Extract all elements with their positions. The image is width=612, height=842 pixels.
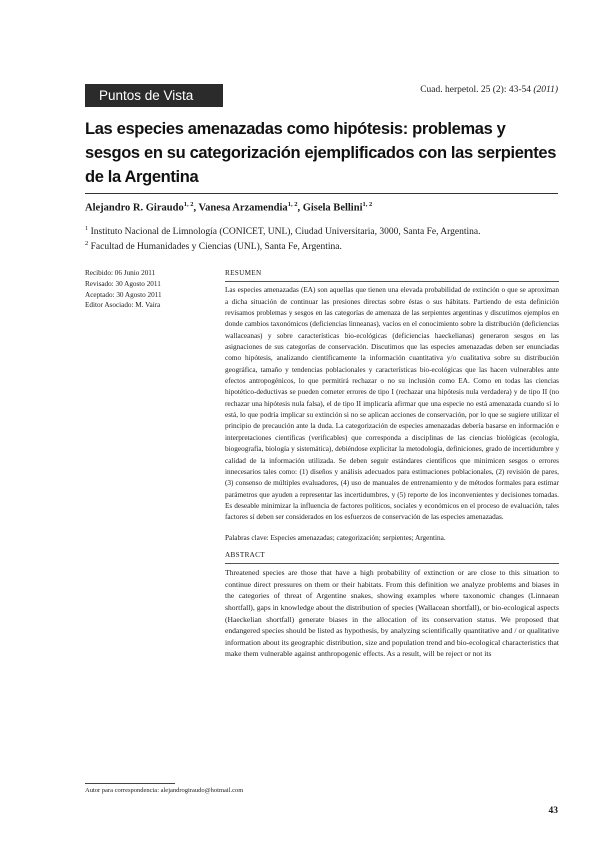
keywords-text: Especies amenazadas; categorización; serpientes; Argentina. [270, 533, 446, 542]
keywords-label: Palabras clave: [225, 533, 269, 542]
abstract-section [225, 550, 559, 660]
corresponding-author-footnote: Autor para correspondencia: alejandrogiraudo@hotmail.com [85, 787, 244, 794]
title-divider [85, 193, 558, 194]
resumen-rule [225, 281, 559, 282]
resumen-text: Las especies amenazadas (EA) son aquellas que tienen una elevada probabilidad de extinción o que se aproximan a dicha situación de continuar las presiones directas sobre éstas o sus hábitats. Partiendo de esta definición revisamos problemas y sesgos en las categorías de amenaza de las serpientes argentinas y discutimos ejemplos en donde cambios taxonómicos (deficiencias linneanas), vacíos en el conocimiento sobre la distribución (deficiencias wallaceanas) y sobre características bio-ecológicas (deficiencias haeckelianas) generaron sesgos en las asignaciones de sus categorías de conservación. Discutimos que las especies amenazadas deben ser enunciadas como hipótesis, analizando científicamente la información cuantitativa y/o cualitativa sobre su distribución geográfica, tamaño y tendencias poblacionales y características bio-ecológicas que las hacen vulnerables ante efectos antropogénicos, lo que permitirá rechazar o no su inclusión como EA. Como en todas las ciencias hipotético-deductivas se pueden cometer errores de tipo I (rechazar una hipótesis nula verdadera) y de tipo II (no rechazar una hipótesis nula falsa), el de tipo II implicaría afirmar que una especie no está amenazada cuando sí lo está, lo que podría implicar su extinción si no se aplican acciones de conservación, por lo que se sugiere utilizar el principio de precaución ante la duda. La categorización de especies amenazadas debería basarse en información e interpretaciones científicas (verificables) que corresponda a disciplinas de las ciencias biológicas (ecología, biogeografía, biología y sistemática), debiéndose explicitar la metodología, definiciones, grado de incertidumbre y calidad de la información utilizada. Se deben seguir estándares científicos que minimicen sesgos o errores innecesarios tales como: (1) diseños y análisis adecuados para estimaciones poblacionales, (2) revisión de pares, (3) consenso de múltiples evaluadores, (4) uso de manuales de entrenamiento y de métodos formales para estimar parámetros que ayuden a representar las incertidumbres, y (5) reporte de los inconvenientes y decisiones tomadas. Es deseable minimizar la influencia de factores políticos, sociales y económicos en el proceso de evaluación, tales factores sí deben ser considerados en los esfuerzos de conservación de las especies amenazadas. [225, 286, 559, 522]
article-dates [85, 268, 215, 311]
footnote-rule [85, 783, 175, 784]
affiliation-text: Instituto Nacional de Limnología (CONICET, UNL), Ciudad Universitaria, 3000, Santa Fe, Argentina. [90, 227, 481, 238]
affiliation-mark: 1 [85, 225, 89, 232]
author-affiliation-mark: 1, 2 [362, 201, 373, 208]
affiliation-mark: 2 [85, 240, 89, 247]
author-affiliation-mark: 1, 2 [183, 201, 194, 208]
affiliation-2 [85, 240, 342, 252]
citation-text: Cuad. herpetol. 25 (2): 43-54 [420, 85, 531, 95]
affiliation-1 [85, 225, 481, 237]
author-list: Alejandro R. Giraudo$^{1, 2}$, Vanesa Arzamendia$^{1, 2}$, Gisela Bellini$^{1, 2}$ [85, 201, 373, 214]
resumen-heading: RESUMEN [225, 269, 262, 277]
author-name: Vanesa Arzamendia [198, 202, 288, 214]
abstract-column [225, 268, 559, 660]
keywords [225, 533, 559, 544]
citation-year: (2011) [533, 85, 558, 95]
abstract-rule [225, 563, 559, 564]
abstract-text: Threatened species are those that have a high probability of extinction or are close to this situation to continue direct pressures on them or their habitats. From this definition we analyze problems and biases in the categories of threat of Argentine snakes, showing examples where taxonomic changes (Linnaean shortfall), gaps in knowledge about the distribution of species (Wallacean shortfall), or bio-ecological aspects (Haeckelian shortfall) generate biases in the allocation of its conservation status. We proposed that endangered species should be listed as hypothesis, by analyzing scientifically quantitative and / or qualitative information about its geographic distribution, size and population trend and bio-ecological characteristics that make them vulnerable against anthropogenic effects. As a result, will be reject or not its [225, 568, 559, 659]
abstract-heading: ABSTRACT [225, 550, 265, 559]
associate-editor: Editor Asociado: M. Vaira [85, 301, 161, 310]
page-number: 43 [548, 806, 558, 816]
author-affiliation-mark: 1, 2 [287, 201, 298, 208]
author-name: Alejandro R. Giraudo [85, 202, 184, 214]
section-label: Puntos de Vista [85, 84, 223, 107]
accepted-date: Aceptado: 30 Agosto 2011 [85, 290, 162, 299]
received-date: Recibido: 06 Junio 2011 [85, 269, 156, 277]
journal-citation [420, 85, 558, 95]
revised-date: Revisado: 30 Agosto 2011 [85, 279, 161, 288]
author-name: Gisela Bellini [302, 202, 363, 214]
article-title: Las especies amenazadas como hipótesis: problemas y sesgos en su categorización ejemplificados con las serpientes de la Argentina [85, 120, 557, 186]
affiliation-text: Facultad de Humanidades y Ciencias (UNL), Santa Fe, Argentina. [90, 242, 342, 253]
